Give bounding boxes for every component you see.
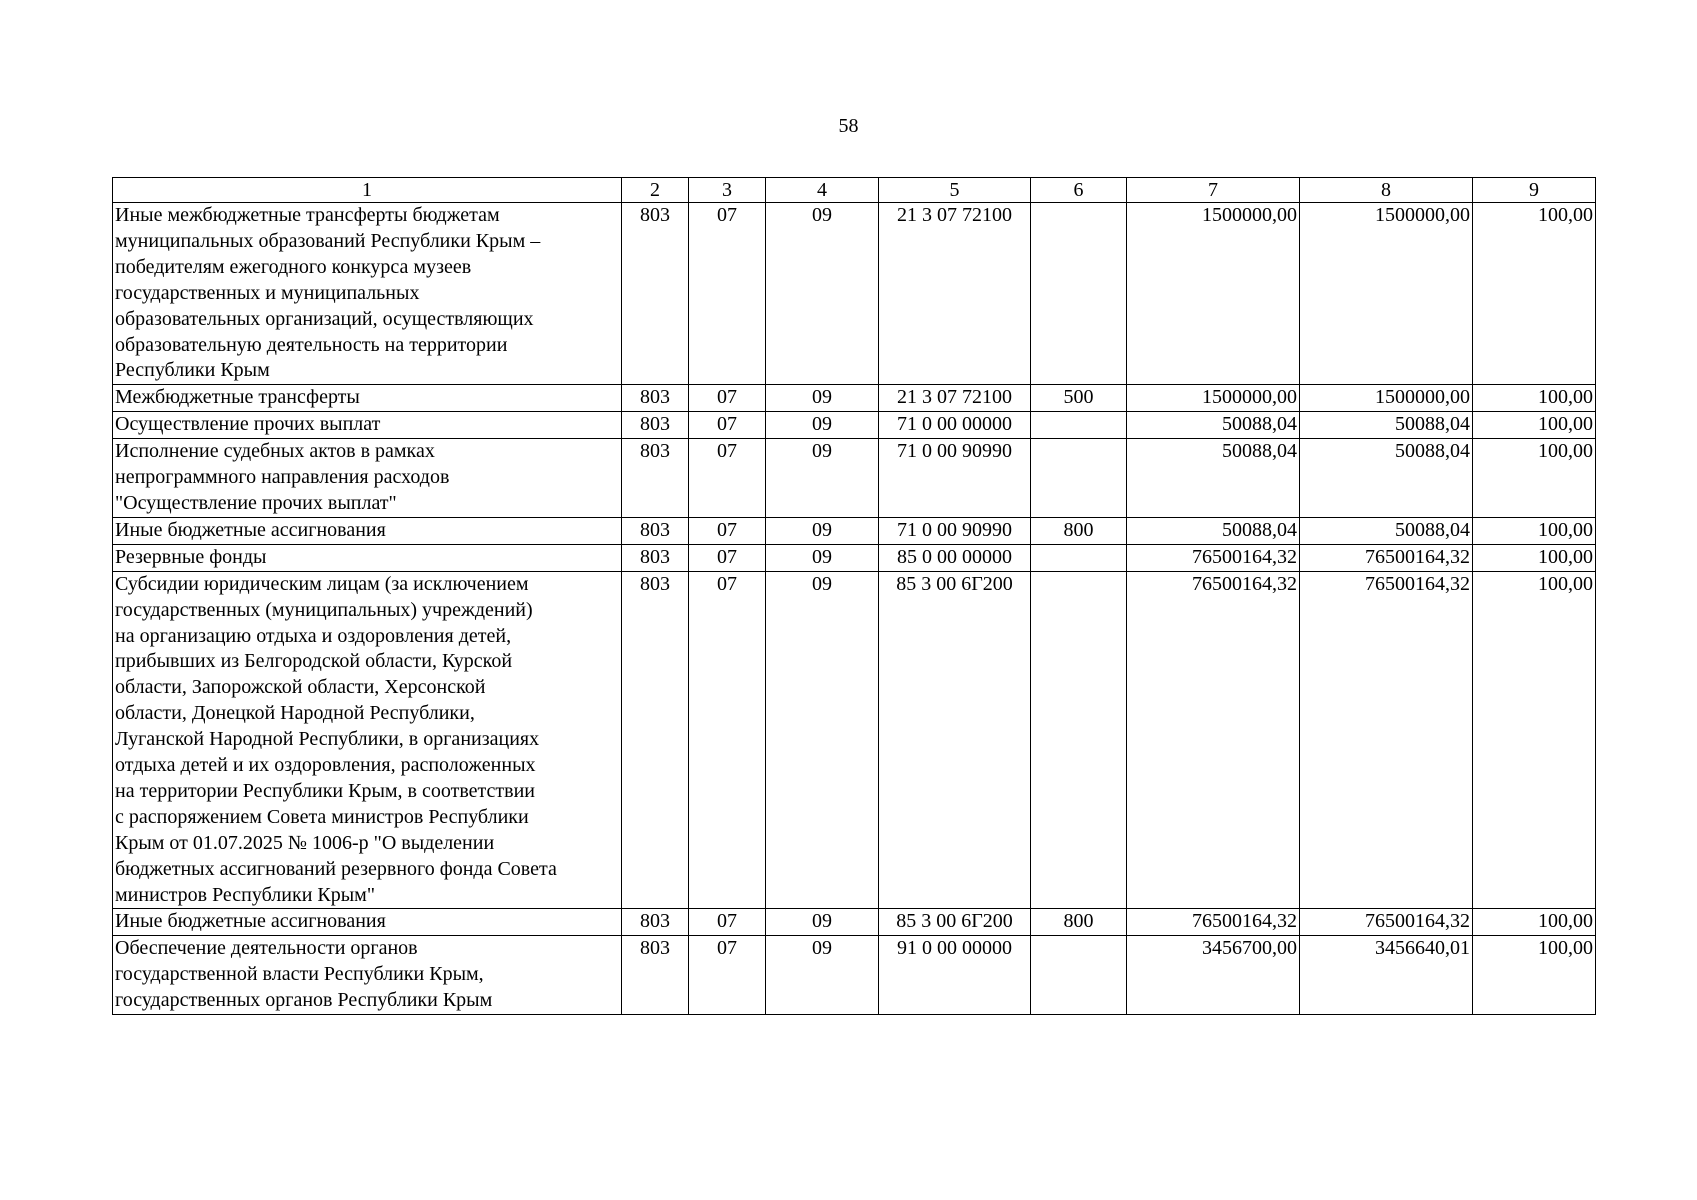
target-article-code-cell: 85 3 00 6Г200 xyxy=(879,909,1031,936)
table-row xyxy=(113,544,1596,571)
percent-cell: 100,00 xyxy=(1473,385,1596,412)
expense-name-line: с распоряжением Совета министров Республики xyxy=(115,805,529,828)
expense-name-cell xyxy=(113,571,622,909)
page-number: 58 xyxy=(838,115,859,137)
target-article-code-cell: 21 3 07 72100 xyxy=(879,203,1031,385)
expense-name-line: Иные межбюджетные трансферты бюджетам xyxy=(115,204,500,226)
expense-name-line: муниципальных образований Республики Крым – xyxy=(115,229,541,252)
target-article-code-cell: 71 0 00 90990 xyxy=(879,439,1031,518)
expense-name-cell xyxy=(113,412,622,439)
subsection-code-cell: 09 xyxy=(766,412,879,439)
expense-name-line: Осуществление прочих выплат xyxy=(115,413,381,436)
section-code-cell: 07 xyxy=(689,412,766,439)
table-row xyxy=(113,412,1596,439)
planned-amount-cell: 50088,04 xyxy=(1127,412,1300,439)
expense-type-code-cell xyxy=(1031,571,1127,909)
expense-name-line: Иные бюджетные ассигнования xyxy=(115,910,386,933)
section-code-cell: 07 xyxy=(689,571,766,909)
planned-amount-cell: 50088,04 xyxy=(1127,439,1300,518)
target-article-code-cell: 85 0 00 00000 xyxy=(879,544,1031,571)
expense-name-cell xyxy=(113,544,622,571)
column-header: 6 xyxy=(1031,178,1127,203)
actual-amount-cell: 50088,04 xyxy=(1300,517,1473,544)
planned-amount-cell: 76500164,32 xyxy=(1127,571,1300,909)
expense-type-code-cell xyxy=(1031,412,1127,439)
expense-type-code-cell xyxy=(1031,544,1127,571)
budget-table xyxy=(112,177,1596,1015)
expense-name-line: Исполнение судебных актов в рамках xyxy=(115,440,435,463)
column-header: 8 xyxy=(1300,178,1473,203)
subsection-code-cell: 09 xyxy=(766,936,879,1015)
percent-cell: 100,00 xyxy=(1473,517,1596,544)
subsection-code-cell: 09 xyxy=(766,517,879,544)
target-article-code-cell: 71 0 00 90990 xyxy=(879,517,1031,544)
section-code-cell: 07 xyxy=(689,909,766,936)
planned-amount-cell: 1500000,00 xyxy=(1127,203,1300,385)
target-article-code-cell: 21 3 07 72100 xyxy=(879,385,1031,412)
expense-name-line: Луганской Народной Республики, в организациях xyxy=(115,728,540,751)
expense-name-line: Субсидии юридическим лицам (за исключением xyxy=(115,572,529,595)
percent-cell: 100,00 xyxy=(1473,571,1596,909)
expense-name-line: непрограммного направления расходов xyxy=(115,466,450,489)
column-header: 5 xyxy=(879,178,1031,203)
planned-amount-cell: 76500164,32 xyxy=(1127,544,1300,571)
section-code-cell: 07 xyxy=(689,936,766,1015)
percent-cell: 100,00 xyxy=(1473,909,1596,936)
chief-administrator-code-cell: 803 xyxy=(622,909,689,936)
planned-amount-cell: 50088,04 xyxy=(1127,517,1300,544)
subsection-code-cell: 09 xyxy=(766,544,879,571)
subsection-code-cell: 09 xyxy=(766,909,879,936)
expense-name-line: отдыха детей и их оздоровления, расположенных xyxy=(115,754,536,777)
subsection-code-cell: 09 xyxy=(766,571,879,909)
chief-administrator-code-cell: 803 xyxy=(622,544,689,571)
expense-name-cell xyxy=(113,909,622,936)
actual-amount-cell: 3456640,01 xyxy=(1300,936,1473,1015)
percent-cell: 100,00 xyxy=(1473,439,1596,518)
expense-type-code-cell xyxy=(1031,439,1127,518)
table-row xyxy=(113,203,1596,385)
subsection-code-cell: 09 xyxy=(766,385,879,412)
expense-name-line: Крым от 01.07.2025 № 1006-р "О выделении xyxy=(115,831,495,854)
expense-name-line: Межбюджетные трансферты xyxy=(115,386,360,409)
expense-name-line: Обеспечение деятельности органов xyxy=(115,937,418,960)
percent-cell: 100,00 xyxy=(1473,203,1596,385)
chief-administrator-code-cell: 803 xyxy=(622,203,689,385)
actual-amount-cell: 76500164,32 xyxy=(1300,909,1473,936)
subsection-code-cell: 09 xyxy=(766,203,879,385)
column-header: 9 xyxy=(1473,178,1596,203)
expense-name-line: министров Республики Крым" xyxy=(115,883,375,906)
expense-type-code-cell xyxy=(1031,936,1127,1015)
expense-name-line: бюджетных ассигнований резервного фонда Совета xyxy=(115,857,557,880)
table-row xyxy=(113,909,1596,936)
subsection-code-cell: 09 xyxy=(766,439,879,518)
actual-amount-cell: 76500164,32 xyxy=(1300,544,1473,571)
planned-amount-cell: 1500000,00 xyxy=(1127,385,1300,412)
table-row xyxy=(113,571,1596,909)
expense-type-code-cell: 500 xyxy=(1031,385,1127,412)
chief-administrator-code-cell: 803 xyxy=(622,517,689,544)
actual-amount-cell: 50088,04 xyxy=(1300,412,1473,439)
percent-cell: 100,00 xyxy=(1473,412,1596,439)
section-code-cell: 07 xyxy=(689,385,766,412)
table-header-row xyxy=(113,178,1596,203)
table-row xyxy=(113,439,1596,518)
chief-administrator-code-cell: 803 xyxy=(622,439,689,518)
column-header: 4 xyxy=(766,178,879,203)
table-body xyxy=(113,203,1596,1015)
expense-type-code-cell: 800 xyxy=(1031,517,1127,544)
planned-amount-cell: 76500164,32 xyxy=(1127,909,1300,936)
expense-name-line: государственных (муниципальных) учреждений) xyxy=(115,598,533,621)
table-row xyxy=(113,936,1596,1015)
actual-amount-cell: 1500000,00 xyxy=(1300,203,1473,385)
section-code-cell: 07 xyxy=(689,439,766,518)
expense-name-cell xyxy=(113,203,622,385)
expense-type-code-cell: 800 xyxy=(1031,909,1127,936)
section-code-cell: 07 xyxy=(689,203,766,385)
table-row xyxy=(113,385,1596,412)
column-header: 7 xyxy=(1127,178,1300,203)
expense-name-line: победителям ежегодного конкурса музеев xyxy=(115,255,472,278)
expense-name-line: образовательных организаций, осуществляющих xyxy=(115,307,534,330)
expense-name-line: на организацию отдыха и оздоровления детей, xyxy=(115,624,512,647)
expense-name-line: "Осуществление прочих выплат" xyxy=(115,491,397,514)
section-code-cell: 07 xyxy=(689,517,766,544)
actual-amount-cell: 50088,04 xyxy=(1300,439,1473,518)
target-article-code-cell: 71 0 00 00000 xyxy=(879,412,1031,439)
chief-administrator-code-cell: 803 xyxy=(622,571,689,909)
planned-amount-cell: 3456700,00 xyxy=(1127,936,1300,1015)
target-article-code-cell: 91 0 00 00000 xyxy=(879,936,1031,1015)
expense-name-cell xyxy=(113,439,622,518)
expense-name-line: государственных и муниципальных xyxy=(115,281,420,304)
expense-name-cell xyxy=(113,517,622,544)
target-article-code-cell: 85 3 00 6Г200 xyxy=(879,571,1031,909)
chief-administrator-code-cell: 803 xyxy=(622,936,689,1015)
actual-amount-cell: 1500000,00 xyxy=(1300,385,1473,412)
table-row xyxy=(113,517,1596,544)
expense-name-line: области, Донецкой Народной Республики, xyxy=(115,702,475,725)
expense-name-line: государственных органов Республики Крым xyxy=(115,989,493,1012)
expense-name-line: образовательную деятельность на территории xyxy=(115,333,508,356)
column-header: 3 xyxy=(689,178,766,203)
expense-name-line: Резервные фонды xyxy=(115,545,267,568)
section-code-cell: 07 xyxy=(689,544,766,571)
expense-name-cell xyxy=(113,936,622,1015)
chief-administrator-code-cell: 803 xyxy=(622,385,689,412)
expense-name-line: государственной власти Республики Крым, xyxy=(115,963,484,986)
percent-cell: 100,00 xyxy=(1473,936,1596,1015)
column-header: 2 xyxy=(622,178,689,203)
expense-type-code-cell xyxy=(1031,203,1127,385)
actual-amount-cell: 76500164,32 xyxy=(1300,571,1473,909)
expense-name-line: области, Запорожской области, Херсонской xyxy=(115,676,486,699)
expense-name-cell xyxy=(113,385,622,412)
chief-administrator-code-cell: 803 xyxy=(622,412,689,439)
expense-name-line: на территории Республики Крым, в соответствии xyxy=(115,779,535,802)
expense-name-line: Республики Крым xyxy=(115,359,270,382)
expense-name-line: прибывших из Белгородской области, Курской xyxy=(115,650,513,673)
percent-cell: 100,00 xyxy=(1473,544,1596,571)
column-header: 1 xyxy=(113,178,622,203)
expense-name-line: Иные бюджетные ассигнования xyxy=(115,518,386,541)
